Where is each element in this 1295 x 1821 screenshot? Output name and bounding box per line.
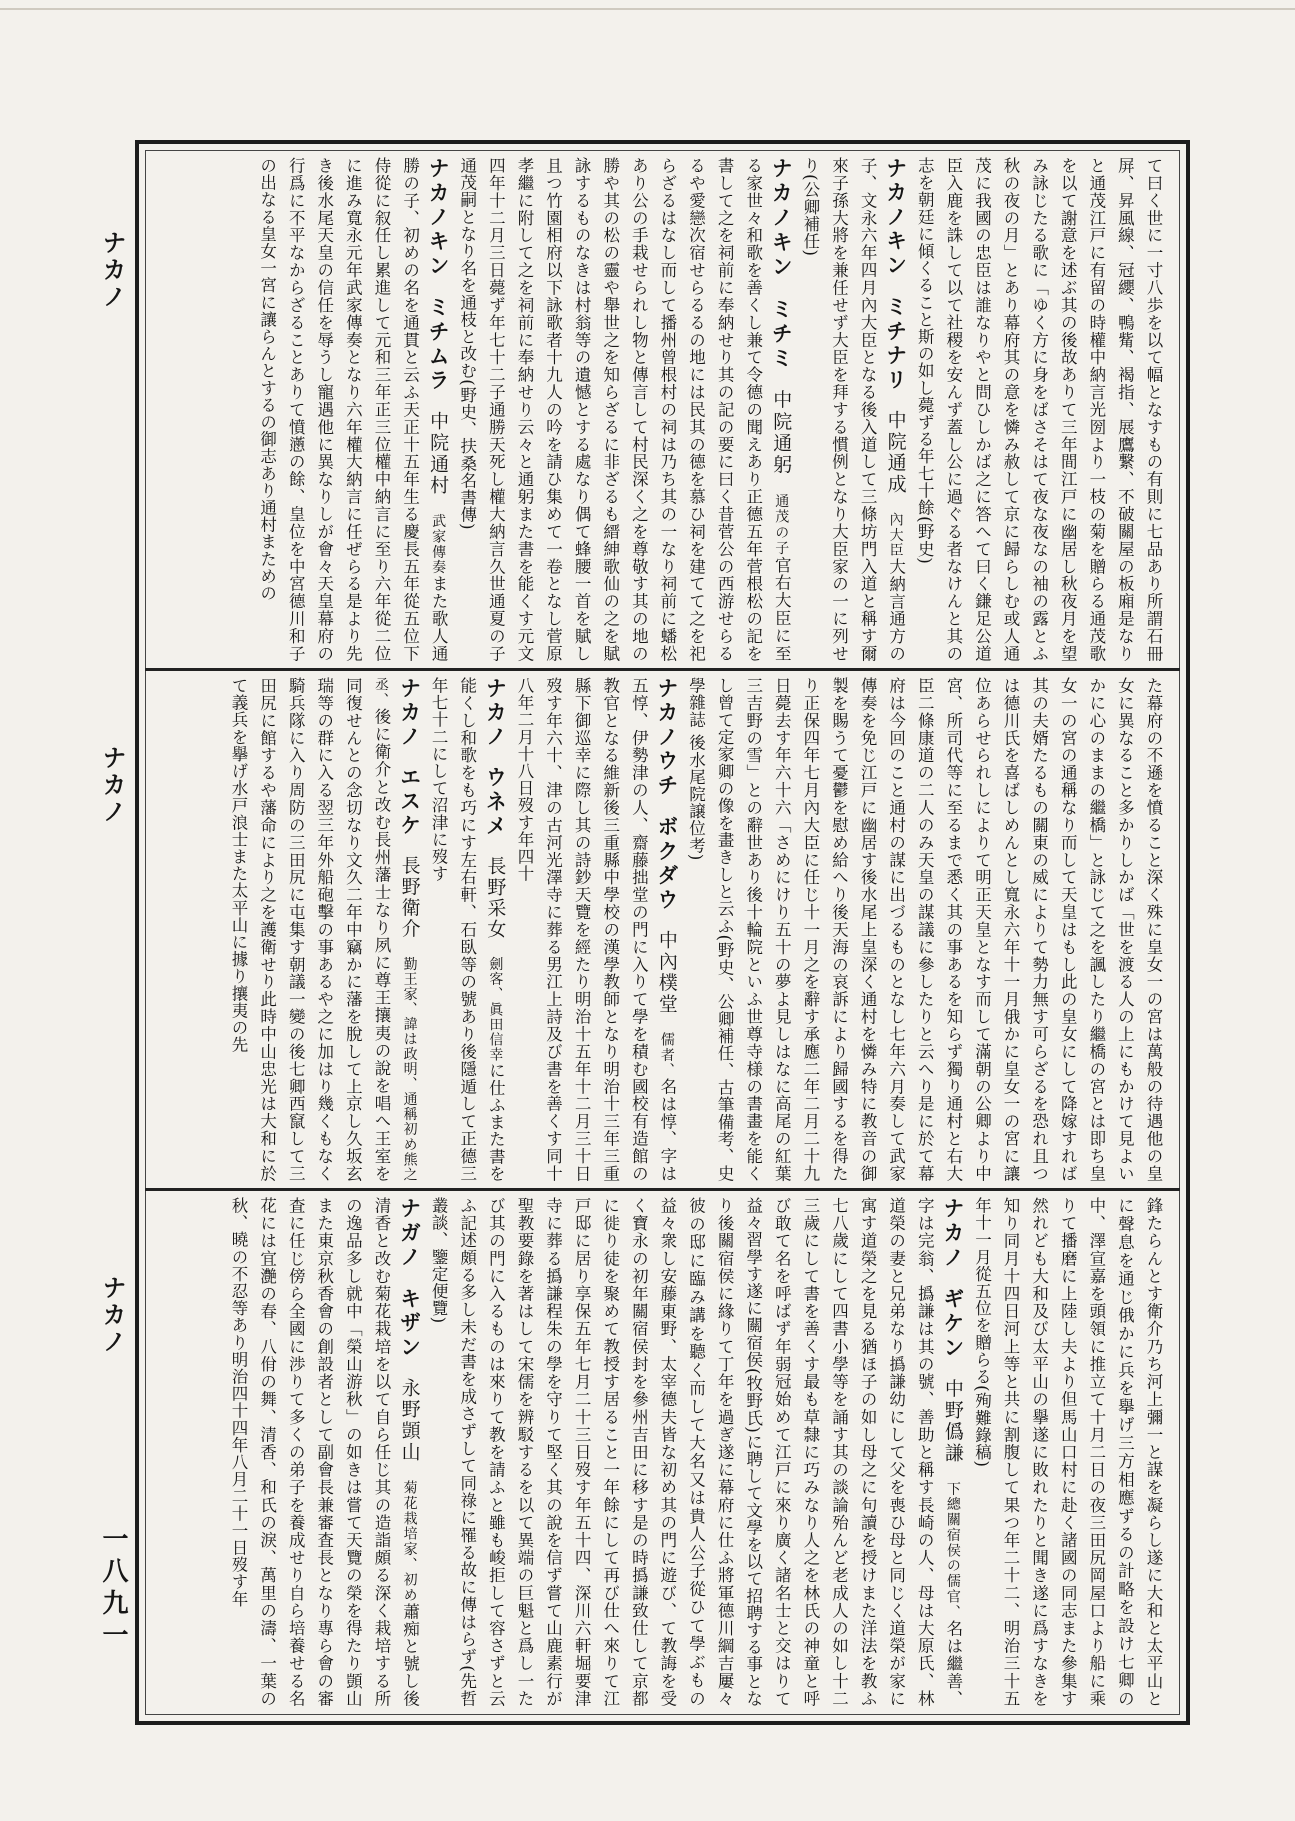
- entry-body: また歌人通勝の子、初めの名を通貫と云ふ天正十五年生る慶長五年從五位下侍從に叙任し累進して元和三年正三位權中納言に至り六年從二位に進み寬永元年武家傳奏となり六年權大納言に任ぜらる是より先き後水尾天皇の信任を辱うし寵遇他に異なりしが會々天皇幕府の行爲に不平なからざることありて憤懣の餘、皇位を中宮德川和子の出なる皇女一宮に讓らんとするの御志あり通村まための: [257, 157, 449, 662]
- entry-body: 官右大臣に至る家世々和歌を善くし兼て令德の聞えあり正德五年菅根松の記を書して之を祠前に奉納せり其の記の要に曰く昔菅公の西游せらるるや愛戀次宿せらるるの地には民其の德を慕ひ祠を建てて之を祀らざるはなし而して播州曾根村の祠は乃ち其の一なり祠前に蟠松あり公の手栽せられし物と傳言して村民深く之を尊敬す其の地の勝や其の松の靈や舉世之を知らざるに非ざるも縉紳歌仙の之を賦詠するものなきは村翁等の遺憾とする處なり偶て蜂腰一首を賦し且つ竹園相府以下詠歌者十九人の吟を請ひ集めて一卷となし菅原孝繼に附して之を祠前に奉納せり云々と通躬また書を能くす元文四年十二月三日薨ず年七十二子通勝天死し權大納言久世通夏の子通茂嗣となり名を通枝と改む(野史、扶桑名書傳): [457, 157, 792, 662]
- entry-note: 劍客、眞田信幸: [487, 956, 504, 1063]
- margin-label-1: ナカノ: [98, 229, 126, 311]
- entry-nagano-gizan: [223, 1197, 423, 1707]
- entry-note: 內大臣: [887, 512, 904, 559]
- section-top: [150, 153, 1175, 666]
- entry-name: 中野僞謙: [941, 1378, 964, 1464]
- section-middle: [150, 673, 1175, 1186]
- entry-body: た幕府の不遜を憤ること深く殊に皇女一の宮は萬般の待遇他の皇女に異なること多かりしかば「世を渡る人の上にもかけて見よいかに心のままの繼橋」と詠じて之を諷したり繼橋の宮とは即ち皇女一の宮の通稱なり而して天皇はもし此の皇女にして降嫁すれば其の夫婿たるもの關東の威によりて勢力無す可らざるを恐れ且つは德川氏を喜ばしめんとし寬永六年十一月俄かに皇女一の宮に讓位あらせられしによりて明正天皇となす而して滿朝の公卿より中宮、所司代等に至るまで悉く其の事あるを知らず獨り通村と右大臣二條康道の二人のみ天皇の謀議に參したりと云へり是に於て幕府は今回のこと通村の謀に出づるものとなし七年六月奏して武家傳奏を免じ江戸に幽居す後水尾上皇深く通村を憐み特に教音の御製を賜うて憂鬱を慰め給へり後天海の哀訴により歸國するを得たり正保四年七月內大臣に任じ十一月之を辭す承應二年二月二十九日薨去す年六十六「さめにけり五十の夢よ見しはなに高尾の紅葉三吉野の雪」との辭世あり後十輪院といふ世尊寺様の書畫を能くし曾て定家卿の像を畫きしと云ふ(野史、公卿補任、古筆備考、史學雜誌 後水尾院譲位考): [686, 677, 1163, 1182]
- margin-label-2: ナカノ: [98, 744, 126, 826]
- entry-body: 名は惇、字は五惇、伊勢津の人、齋藤拙堂の門に入りて學を積む國校有造館の教官となる維新後三重縣中學校の漢學教師となり明治十三年三重縣下御巡幸に際し其の詩鈔天覽を經たり明治十五年十二月三十日歿す年六十、津の古河光澤寺に葬る男江上詩及び書を善くす同十八年二月十八日歿す年四十: [514, 677, 677, 1182]
- entry-continuation: [967, 1197, 1167, 1707]
- margin-label-3: ナカノ: [98, 1274, 126, 1356]
- entry-body: 鋒たらんとす衛介乃ち河上彌一と謀を凝らし遂に大和と太平山とに聲息を通じ俄かに兵を擧げ三方相應ずるの計略を設け七卿の中、澤宣嘉を頭領に推立て十月二日の夜三田尻岡屋口より船に乘りて播磨に上陸し夫より但馬山口村に赴く諸國の同志また參集す然れども大和及び太平山の擧遂に敗れたりと聞き遂に爲すなきを知り同月十四日河上等と共に割腹して果つ年二十二、明治三十五年十一月從五位を贈らる(殉難錄稿): [972, 1197, 1163, 1707]
- entry-reading: エスケ: [397, 766, 422, 839]
- entry-nakanoin-michimi: [452, 157, 795, 662]
- entry-body: 名は繼善、字は完翁、撝謙は其の號、善助と稱す長崎の人、母は大原氏、林道榮の妻と兄弟なり撝謙幼にして父を喪ひ母と同じく道榮が家に寓す道榮之を見る猶ほ子の如し母之に句讀を授けまた洋法を教ふ七八歲にして四書小學等を誦す其の談論殆んど老成人の如し十二三歲にして書を善くす最も草隸に巧みなり人之を林氏の神童と呼び敢て名を呼ばず年弱冠始めて江戸に來り廣く諸名士と交はりて益々習學す遂に關宿侯(牧野氏)に聘して文學を以て招聘する事となり後關宿侯に緣りて丁年を過ぎ遂に幕府に仕ふ將軍德川綱吉屢々彼の邸に臨み講を聽く而して大名又は貴人公子從ひて學ぶもの益々衆し安藤東野、太宰德夫皆な初め其の門に遊び、て教誨を受く寶永の初年關宿侯封を參州吉田に移す是の時撝謙致仕して京都に徙り徒を聚めて教授す居ること一年餘にして再び仕へ來りて江戸邸に居り享保五年七月二十三日歿す年五十四、深川六軒堀要津寺に葬る撝謙程朱の學を守りて堅く其の說を信ず嘗て山鹿素行が聖教要錄を著はして宋儒を辨駁するを以て異端の巨魁と爲し一たび其の門に入るものは來りて教を請ふと雖も峻拒して容さずと云ふ記述頗る多し未だ書を成さずして同祿に罹る故に傳はらず(先哲叢談、鑒定便覽): [429, 1197, 963, 1707]
- entry-reading: ボクダウ: [654, 815, 679, 913]
- entry-name: 長野衛介: [398, 855, 421, 940]
- entry-reading: キザン: [397, 1287, 422, 1361]
- entry-reading: ウネメ: [483, 766, 508, 839]
- entry-heading: ナカノキン: [426, 157, 451, 279]
- entry-note: 通茂の子: [773, 493, 790, 557]
- entry-nakanouchi-bokudo: [509, 677, 681, 1182]
- entry-nakano-giken: [424, 1197, 967, 1707]
- entry-note: 菊花栽培家、初め: [401, 1480, 418, 1603]
- entry-note: 勤王家、諱は政明、通稱初め熊之丞、: [372, 677, 418, 1182]
- entry-name: 中內樸堂: [655, 930, 678, 1016]
- entry-note: 下總關宿侯の儒官、: [944, 1481, 961, 1620]
- text-column-bottom: [156, 1197, 1167, 1707]
- entry-reading: ミチナリ: [883, 295, 908, 393]
- entry-heading: ナカノウチ: [654, 677, 679, 799]
- entry-reading: ギケン: [940, 1287, 965, 1361]
- section-bottom: [150, 1193, 1175, 1711]
- entry-nagano-esuke: [223, 677, 423, 1182]
- page-number: 一八九一: [98, 1525, 128, 1653]
- entry-name: 中院通躬: [770, 389, 793, 477]
- entry-note: 儒者、: [658, 1032, 675, 1079]
- entry-heading: ナカノ: [483, 677, 508, 750]
- section-divider-2: [145, 1188, 1180, 1191]
- entry-nakanoin-michinari: [795, 157, 909, 662]
- entry-heading: ナカノ: [940, 1197, 965, 1271]
- entry-body: て曰く世に一寸八歩を以て幅となすもの有則に七品あり所謂石冊屏、昇風線、冠纓、鴨觜、褐指、展鷹繋、不破關屋の板廂是なりと通茂江戸に有留の時權中納言光圀より一枝の菊を贈らる通茂歌を以て謝意を述ぶ其の後故ありて三年間江戸に幽居し秋夜月を望み詠じたる歌に「ゆく方に身をばさそはて夜な夜なの袖の露とふ秋の夜の月」とあり幕府其の意を憐み赦して京に歸らしむ或人通茂に我國の忠臣は誰なりやと問ひしかば之に答へて曰く鎌足公道臣入鹿を誅して以て社稷を安んず蓋し公に過ぐる者なけんと其の志を朝廷に傾くること斯の如し薨ずる年七十餘(野史): [915, 157, 1163, 662]
- entry-name: 中院通村: [427, 410, 450, 497]
- section-divider-1: [145, 668, 1180, 671]
- entry-continuation: [910, 157, 1167, 662]
- entry-body: 大納言通方の子、文永六年四月內大臣となる後入道して三條坊門入道と稱す爾來子孫大將を兼任せず大臣を拜する慣例となり大臣家の一に列せり(公卿補任): [800, 157, 906, 662]
- entry-continuation: [681, 677, 1167, 1182]
- entry-nakanoin-michimura: [252, 157, 452, 662]
- entry-heading: ナカノキン: [769, 157, 794, 281]
- entry-note: 武家傳奏: [430, 513, 447, 576]
- entry-name: 中院通成: [884, 410, 907, 496]
- scan-top-edge: [0, 8, 1295, 10]
- entry-reading: ミチミ: [769, 297, 794, 372]
- entry-name: 永野顗山: [398, 1377, 421, 1463]
- entry-name: 長野采女: [484, 855, 507, 940]
- entry-heading: ナカノキン: [883, 157, 908, 279]
- entry-body: に仕ふまた書を能くし和歌をも巧にす左右軒、石臥等の號あり後隱遁して正德三年七十二にして沼津に歿す: [429, 677, 506, 1182]
- entry-heading: ナガノ: [397, 1197, 422, 1270]
- entry-reading: ミチムラ: [426, 296, 451, 394]
- entry-nagano-uneme: [424, 677, 510, 1182]
- entry-body: 蕭痴と號し後清香と改む菊花栽培を以て自ら任じ其の造詣頗る深く栽培する所の逸品多し就中「榮山游秋」の如きは嘗て天覽の榮を得たり顗山また東京秋香會の創設者として副會長兼審査長となり專ら會の審査に任じ傍ら全國に渉りて多くの弟子を養成せり自ら培養せる名花には宜灔の春、八佾の舞、清香、和氏の淚、萬里の濤、一葉の秋、曉の不忍等あり明治四十四年八月二十一日歿す年: [229, 1197, 420, 1707]
- entry-body: 後に衛介と改む長州藩士なり夙に尊王攘夷の說を唱へ王室を同復せんとの念切なり文久二年中竊かに藩を脫して上京し久坂玄瑞等の群に入る翌三年外船砲擊の事あるや之に加はり幾くもなく騎兵隊に入り周防の三田尻に屯集す朝議一變の後七卿西竄して三田尻に館するや藩命により之を護衛せり此時中山忠光は大和に於て義兵を擧げ水戸浪士また太平山に據り攘夷の先: [229, 677, 391, 1182]
- text-column-middle: [156, 677, 1167, 1182]
- text-column-top: [156, 157, 1167, 662]
- entry-heading: ナカノ: [397, 677, 422, 750]
